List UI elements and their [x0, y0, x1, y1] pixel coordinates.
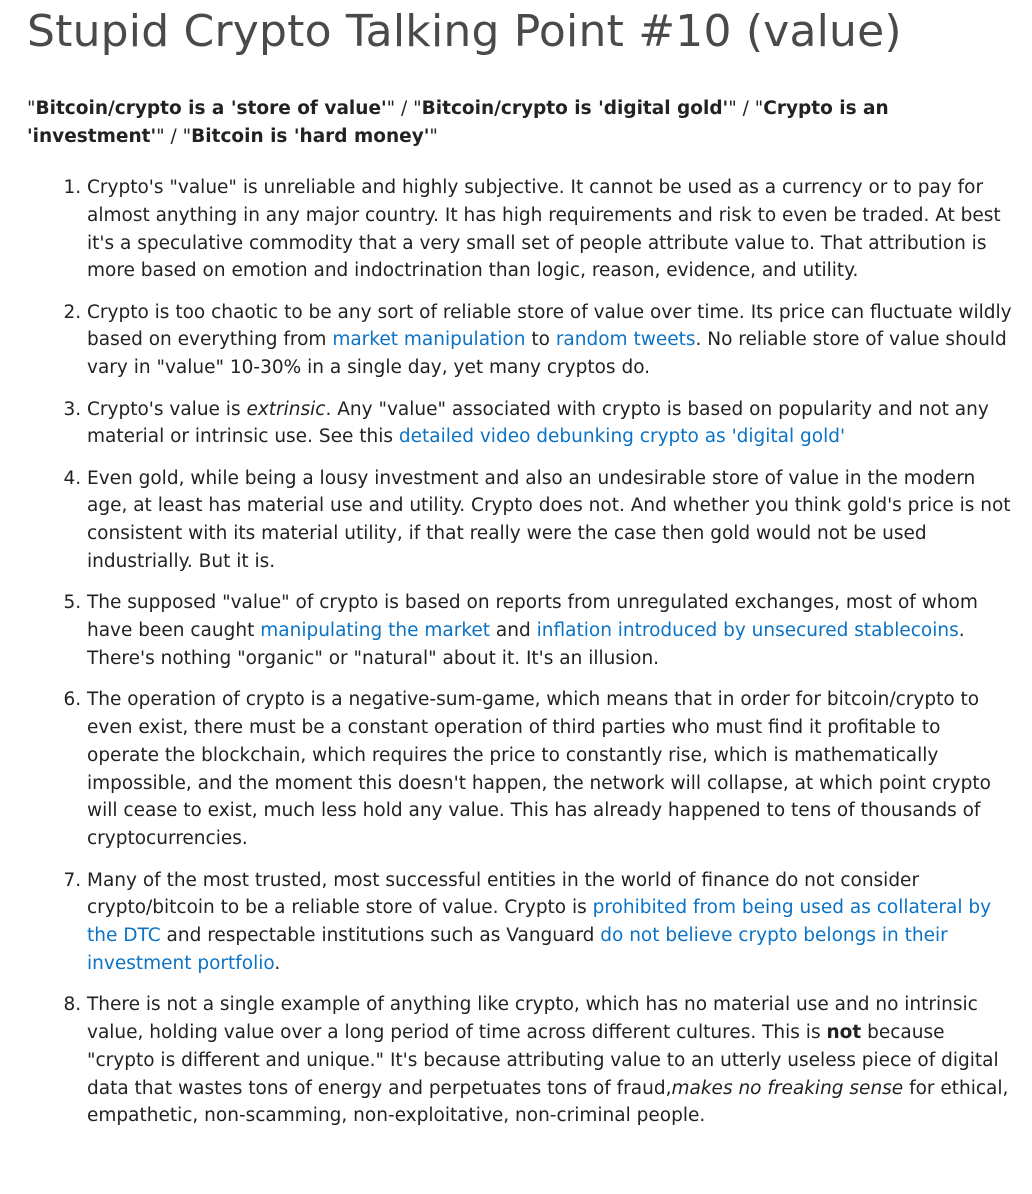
intro-quote-investment: Crypto is an 'investment'	[27, 98, 889, 147]
item-text: and	[490, 620, 537, 642]
link-manipulating-the-market[interactable]: manipulating the market	[260, 620, 491, 642]
list-item-7	[87, 867, 1015, 978]
list-item-2	[87, 299, 1015, 382]
page-title: Stupid Crypto Talking Point #10 (value)	[27, 6, 902, 57]
item-text: . There's nothing "organic" or "natural" about it. It's an illusion.	[87, 620, 965, 669]
item-text: . Any "value" associated with crypto is based on popularity and not any material or intrinsic use. See this	[87, 398, 989, 448]
intro-separator: " / "	[156, 125, 192, 147]
item-text: There is not a single example of anything like crypto, which has no material use and no intrinsic value, holding value over a long period of time across different cultures. This is	[87, 994, 978, 1044]
intro-quote-digital-gold: Bitcoin/crypto is 'digital gold'	[421, 98, 729, 119]
list-item-3	[87, 396, 1015, 452]
item-text: for ethical, empathetic, non-scamming, non-exploitative, non-criminal people.	[87, 1077, 1009, 1127]
item-text: because "crypto is different and unique." It's because attributing value to an utterly useless piece of digital data that wastes tons of energy and perpetuates tons of fraud,	[87, 1022, 999, 1099]
intro-quote-store-of-value: Bitcoin/crypto is a 'store of value'	[35, 98, 387, 119]
list-item-1	[87, 174, 1015, 285]
list-item-4	[87, 465, 1015, 576]
item-text: Crypto's "value" is unreliable and highly subjective. It cannot be used as a currency or to pay for almost anything in any major country. It has high requirements and risk to even be traded. At best it's a speculative commodity that a very small set of people attribute value to. That attribution is more based on emotion and indoctrination than logic, reason, evidence, and utility.	[87, 177, 1001, 282]
list-item-8	[87, 991, 1015, 1130]
link-market-manipulation[interactable]: market manipulation	[332, 329, 526, 351]
intro-quote-mark: "	[27, 98, 36, 119]
item-text: to	[525, 329, 556, 351]
intro-quote-mark: "	[429, 125, 438, 147]
item-text: The supposed "value" of crypto is based on reports from unregulated exchanges, most of whom have been caught	[87, 592, 978, 642]
list-item-5	[87, 589, 1015, 672]
strong-not: not	[826, 1022, 862, 1044]
intro-quote-hard-money: Bitcoin is 'hard money'	[191, 125, 430, 147]
link-digital-gold-video[interactable]: detailed video debunking crypto as 'digital gold'	[398, 426, 846, 448]
item-text: .	[274, 952, 281, 974]
intro-quotes	[27, 95, 1017, 150]
link-dtc-collateral[interactable]: prohibited from being used as collateral by the DTC	[87, 897, 992, 947]
item-text: . No reliable store of value should vary in "value" 10-30% in a single day, yet many cryptos do.	[87, 329, 1007, 379]
item-text: Many of the most trusted, most successful entities in the world of finance do not consider crypto/bitcoin to be a reliable store of value. Crypto is	[87, 869, 920, 919]
list-item-6	[87, 686, 1015, 853]
link-vanguard-portfolio[interactable]: do not believe crypto belongs in their investment portfolio	[87, 925, 948, 974]
intro-separator: " / "	[386, 98, 422, 119]
item-text: Crypto's value is	[87, 398, 247, 420]
emphasis-extrinsic: extrinsic	[246, 398, 326, 420]
talking-points-list	[27, 174, 1015, 1130]
item-text: Crypto is too chaotic to be any sort of reliable store of value over time. Its price can fluctuate wildly based on everything from	[87, 301, 1012, 351]
emphasis-makes-no-sense: makes no freaking sense	[671, 1077, 904, 1099]
intro-separator: " / "	[728, 98, 764, 119]
link-unsecured-stablecoins[interactable]: inflation introduced by unsecured stablecoins	[536, 620, 959, 642]
item-text: The operation of crypto is a negative-sum-game, which means that in order for bitcoin/crypto to even exist, there must be a constant operation of third parties who must find it profitable to operate the blockchain, which requires the price to constantly rise, which is mathematically impossible, and the moment this doesn't happen, the network will collapse, at which point crypto will cease to exist, much less hold any value. This has already happened to tens of thousands of cryptocurrencies.	[87, 689, 991, 850]
item-text: Even gold, while being a lousy investment and also an undesirable store of value in the modern age, at least has material use and utility. Crypto does not. And whether you think gold's price is not consistent with its material utility, if that really were the case then gold would not be used industrially. But it is.	[87, 467, 1011, 573]
link-random-tweets[interactable]: random tweets	[555, 329, 696, 351]
item-text: and respectable institutions such as Vanguard	[160, 925, 601, 947]
